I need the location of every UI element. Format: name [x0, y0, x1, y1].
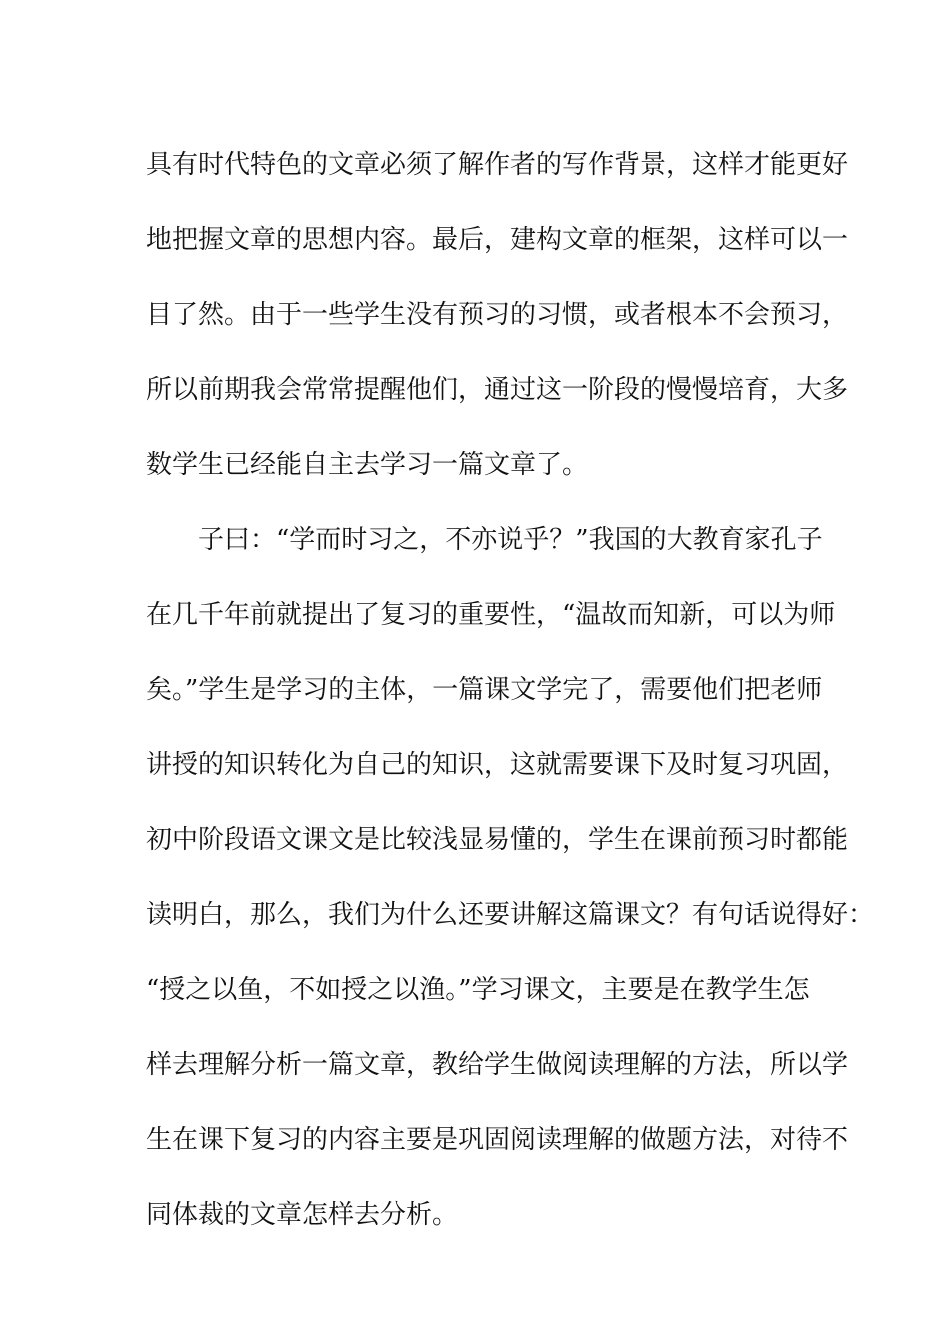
paragraph-2: [146, 503, 875, 1253]
document-body: [146, 128, 875, 1253]
text-line: 样去理解分析一篇文章，教给学生做阅读理解的方法，所以学: [146, 1050, 849, 1080]
text-line: 数学生已经能自主去学习一篇文章了。: [146, 450, 589, 480]
text-line: 读明白，那么，我们为什么还要讲解这篇课文？有句话说得好：: [146, 900, 875, 930]
text-line: 矣。”学生是学习的主体，一篇课文学完了，需要他们把老师: [146, 675, 823, 705]
text-line: 初中阶段语文课文是比较浅显易懂的，学生在课前预习时都能: [146, 825, 849, 855]
text-line: 讲授的知识转化为自己的知识，这就需要课下及时复习巩固，: [146, 750, 849, 780]
paragraph-1: [146, 128, 849, 503]
text-line: 同体裁的文章怎样去分析。: [146, 1200, 459, 1230]
text-line-indented: 子曰：“学而时习之，不亦说乎？”我国的大教育家孔子: [198, 525, 823, 555]
text-line: 目了然。由于一些学生没有预习的习惯，或者根本不会预习，: [146, 300, 849, 330]
text-line: 具有时代特色的文章必须了解作者的写作背景，这样才能更好: [146, 150, 849, 180]
text-line: “授之以鱼，不如授之以渔。”学习课文，主要是在教学生怎: [146, 975, 810, 1005]
text-line: 生在课下复习的内容主要是巩固阅读理解的做题方法，对待不: [146, 1125, 849, 1155]
text-line: 地把握文章的思想内容。最后，建构文章的框架，这样可以一: [146, 225, 849, 255]
text-line: 在几千年前就提出了复习的重要性，“温故而知新，可以为师: [146, 600, 836, 630]
text-line: 所以前期我会常常提醒他们，通过这一阶段的慢慢培育，大多: [146, 375, 849, 405]
